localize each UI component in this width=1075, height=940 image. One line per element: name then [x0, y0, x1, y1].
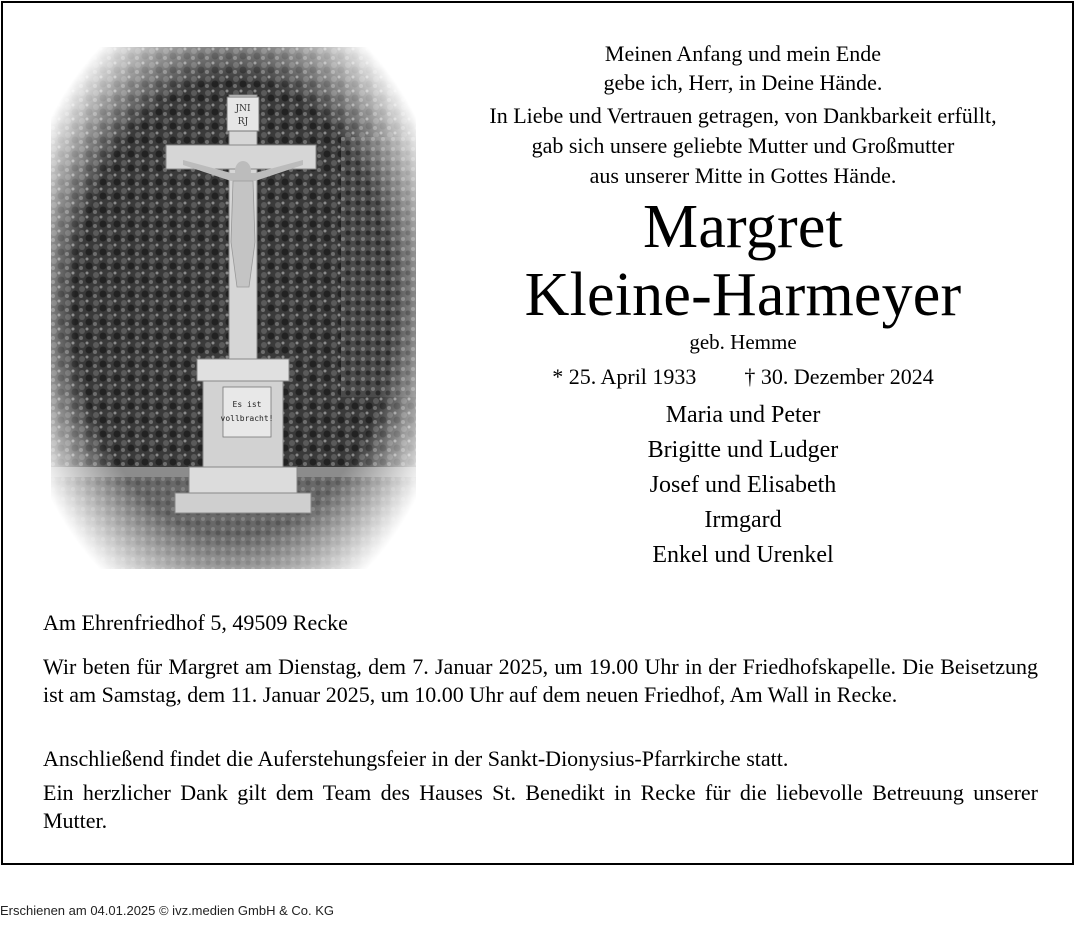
intro-line: gab sich unsere geliebte Mutter und Großmutter [531, 133, 955, 158]
birth-name: geb. Hemme [689, 330, 797, 354]
survivors-list [423, 398, 1063, 573]
last-name: Kleine-Harmeyer [524, 261, 962, 329]
verse-line: gebe ich, Herr, in Deine Hände. [603, 70, 883, 95]
verse-line: Meinen Anfang und mein Ende [604, 41, 882, 66]
crucifix-photo [51, 47, 416, 569]
deceased-name [423, 193, 1063, 329]
survivor-entry: Brigitte und Ludger [647, 437, 839, 463]
intro-line: In Liebe und Vertrauen getragen, von Dankbarkeit erfüllt, [489, 103, 997, 128]
crucifix-image [51, 47, 416, 569]
service-notice: Wir beten für Margret am Dienstag, dem 7. Januar 2025, um 19.00 Uhr in der Friedhofskapelle. Die Beisetzung ist am Samstag, dem 11. Januar 2025, um 10.00 Uhr auf dem neuen Friedhof, Am Wall in Recke. [43, 654, 1038, 707]
opening-verse [423, 39, 1063, 97]
first-name: Margret [643, 193, 843, 261]
life-dates [423, 363, 1063, 391]
survivor-entry: Irmgard [704, 507, 782, 533]
address: Am Ehrenfriedhof 5, 49509 Recke [43, 610, 348, 635]
death-date: † 30. Dezember 2024 [744, 364, 934, 389]
obituary-frame [1, 1, 1074, 865]
survivor-entry: Enkel und Urenkel [652, 542, 834, 568]
survivor-entry: Josef und Elisabeth [649, 472, 837, 498]
photo-vignette [51, 47, 416, 569]
intro-line: aus unserer Mitte in Gottes Hände. [589, 163, 897, 188]
publication-footer: Erschienen am 04.01.2025 © ivz.medien GmbH & Co. KG [0, 903, 335, 918]
birth-date: * 25. April 1933 [552, 364, 697, 389]
thanks-notice: Ein herzlicher Dank gilt dem Team des Hauses St. Benedikt in Recke für die liebevolle Betreuung unserer Mutter. [43, 780, 1038, 833]
celebration-notice: Anschließend findet die Auferstehungsfeier in der Sankt-Dionysius-Pfarrkirche statt. [43, 746, 789, 771]
survivor-entry: Maria und Peter [665, 402, 821, 428]
intro-text [423, 101, 1063, 191]
